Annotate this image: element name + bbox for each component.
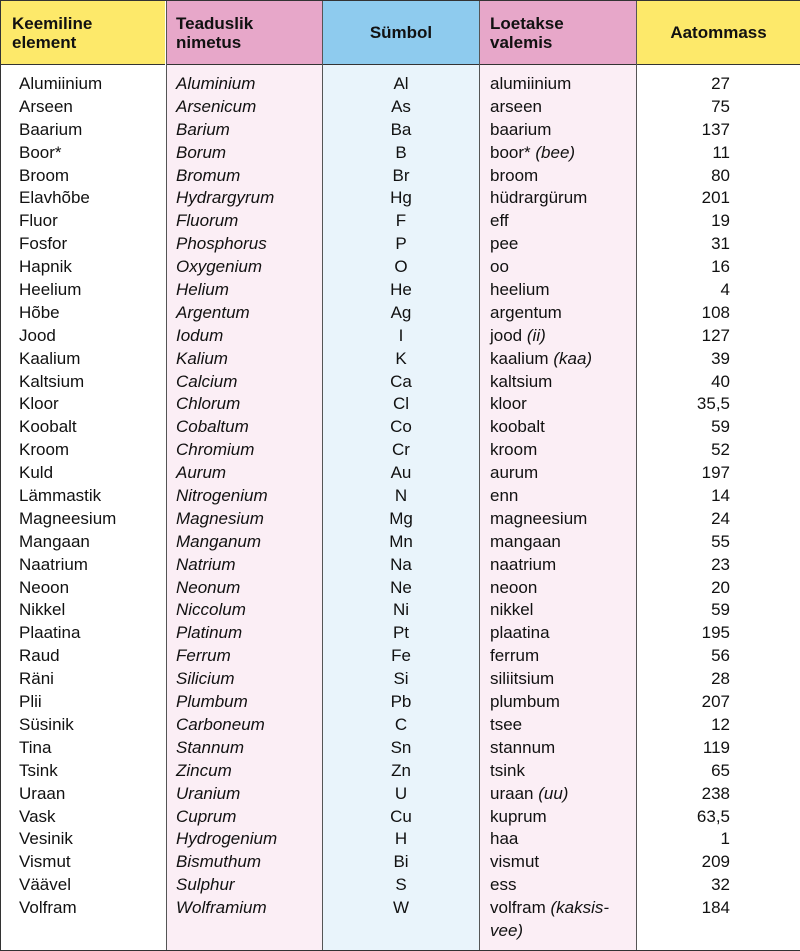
cell-reading: [480, 714, 636, 737]
cell-reading: [480, 737, 636, 760]
cell-reading: [480, 622, 636, 645]
cell-scientific: Cobaltum: [176, 417, 249, 437]
cell-element: Arseen: [19, 96, 73, 116]
column-atomic-mass: [636, 1, 800, 950]
reading-text: heelium: [490, 280, 550, 300]
reading-note: (kaksis-vee): [490, 898, 610, 940]
cell-reading: [480, 599, 636, 622]
cell-mass: 31: [711, 234, 730, 254]
cell-element: Naatrium: [19, 554, 88, 574]
reading-text: ferrum: [490, 646, 540, 666]
cell-scientific: Manganum: [176, 531, 262, 551]
cell-reading: [480, 783, 636, 806]
cell-mass: 80: [711, 165, 730, 185]
cell-symbol: Ne: [390, 577, 412, 597]
header-reading: Loetakse valemis: [480, 1, 636, 65]
reading-text: kaltsium: [490, 371, 553, 391]
reading-text: koobalt: [490, 417, 545, 437]
cell-symbol: Cr: [392, 440, 410, 460]
cell-reading: [480, 187, 636, 210]
cell-scientific: Sulphur: [176, 875, 235, 895]
cell-element: Vesinik: [19, 829, 73, 849]
reading-text: plumbum: [490, 692, 560, 712]
cell-scientific: Nitrogenium: [176, 486, 268, 506]
cell-symbol: Ba: [390, 119, 412, 139]
cell-element: Nikkel: [19, 600, 66, 620]
cell-reading: [480, 371, 636, 394]
cell-element: Magneesium: [19, 508, 117, 528]
header-element: Keemiline element: [1, 1, 165, 65]
cell-scientific: Ferrum: [176, 646, 231, 666]
reading-text: kaalium: [490, 348, 549, 368]
column-symbol: [322, 1, 479, 950]
cell-scientific: Stannum: [176, 737, 245, 757]
cell-mass: 184: [701, 898, 730, 918]
cell-element: Mangaan: [19, 531, 90, 551]
reading-text: kloor: [490, 394, 527, 414]
cell-symbol: Au: [390, 463, 412, 483]
header-atomic-mass: Aatommass: [637, 1, 800, 65]
reading-text: argentum: [490, 302, 562, 322]
cell-reading: [480, 302, 636, 325]
cell-mass: 59: [711, 417, 730, 437]
cell-reading: [480, 806, 636, 829]
cell-element: Plaatina: [19, 623, 81, 643]
cell-element: Uraan: [19, 783, 66, 803]
cell-symbol: U: [394, 783, 408, 803]
cell-mass: 75: [711, 96, 730, 116]
cell-symbol: Cl: [392, 394, 410, 414]
cell-reading: [480, 462, 636, 485]
cell-element: Kuld: [19, 463, 54, 483]
reading-text: naatrium: [490, 554, 557, 574]
cell-symbol: I: [398, 325, 404, 345]
reading-text: jood: [490, 325, 523, 345]
cell-mass: 209: [701, 852, 730, 872]
cell-mass: 19: [711, 211, 730, 231]
cell-element: Alumiinium: [19, 74, 103, 93]
cell-element: Tina: [19, 737, 52, 757]
cell-symbol: W: [392, 898, 410, 918]
cell-element: Fluor: [19, 211, 58, 231]
cell-mass: 65: [711, 760, 730, 780]
reading-text: tsee: [490, 714, 523, 734]
cell-scientific: Carboneum: [176, 714, 265, 734]
cell-scientific: Cuprum: [176, 806, 237, 826]
cell-reading: [480, 165, 636, 188]
cell-element: Kaalium: [19, 348, 81, 368]
reading-note: (uu): [538, 783, 569, 803]
cell-scientific: Chlorum: [176, 394, 241, 414]
cell-mass: 40: [711, 371, 730, 391]
cell-symbol: B: [395, 142, 407, 162]
cell-element: Hapnik: [19, 257, 72, 277]
column-reading: [479, 1, 636, 950]
cell-symbol: Hg: [390, 188, 412, 208]
cell-element: Jood: [19, 325, 56, 345]
cell-element: Elavhõbe: [19, 188, 90, 208]
cell-element: Lämmastik: [19, 486, 102, 506]
cell-mass: 20: [711, 577, 730, 597]
cell-symbol: Bi: [393, 852, 409, 872]
cell-element: Volfram: [19, 898, 77, 918]
cell-symbol: Mg: [389, 508, 413, 528]
cell-mass: 108: [701, 302, 730, 322]
cell-scientific: Kalium: [176, 348, 228, 368]
reading-text: enn: [490, 486, 519, 506]
cell-reading: [480, 416, 636, 439]
cell-mass: 32: [711, 875, 730, 895]
reading-text: magneesium: [490, 508, 588, 528]
cell-scientific: Zincum: [176, 760, 232, 780]
reading-text: mangaan: [490, 531, 561, 551]
cell-mass: 4: [720, 280, 730, 300]
cell-symbol: Pt: [392, 623, 410, 643]
cell-element: Vismut: [19, 852, 71, 872]
cell-mass: 207: [701, 692, 730, 712]
cell-mass: 35,5: [696, 394, 730, 414]
cell-scientific: Magnesium: [176, 508, 264, 528]
reading-text: arseen: [490, 96, 542, 116]
cell-symbol: Al: [393, 74, 409, 93]
cell-element: Vask: [19, 806, 56, 826]
cell-mass: 55: [711, 531, 730, 551]
reading-text: tsink: [490, 760, 525, 780]
cell-scientific: Plumbum: [176, 692, 248, 712]
reading-text: aurum: [490, 463, 539, 483]
cell-scientific: Oxygenium: [176, 257, 262, 277]
cell-element: Räni: [19, 669, 54, 689]
reading-note: (bee): [535, 142, 576, 162]
cell-reading: [480, 577, 636, 600]
cell-scientific: Arsenicum: [176, 96, 257, 116]
cell-scientific: Borum: [176, 142, 227, 162]
reading-text: nikkel: [490, 600, 534, 620]
reading-text: broom: [490, 165, 539, 185]
cell-mass: 127: [701, 325, 730, 345]
header-symbol: Sümbol: [323, 1, 479, 65]
reading-text: boor*: [490, 142, 531, 162]
cell-reading: [480, 668, 636, 691]
header-scientific-name: Teaduslik nimetus: [167, 1, 322, 65]
cell-scientific: Uranium: [176, 783, 241, 803]
cell-symbol: He: [390, 280, 412, 300]
cell-symbol: K: [395, 348, 407, 368]
cell-element: Heelium: [19, 280, 82, 300]
cell-reading: [480, 119, 636, 142]
cell-symbol: Mn: [389, 531, 413, 551]
reading-text: plaatina: [490, 623, 550, 643]
cell-element: Plii: [19, 692, 42, 712]
cell-scientific: Iodum: [176, 325, 224, 345]
cell-symbol: As: [391, 96, 411, 116]
cell-scientific: Natrium: [176, 554, 236, 574]
cell-mass: 1: [720, 829, 730, 849]
cell-mass: 14: [711, 486, 730, 506]
cell-scientific: Platinum: [176, 623, 243, 643]
cell-scientific: Bromum: [176, 165, 241, 185]
cell-mass: 24: [711, 508, 730, 528]
cell-mass: 23: [711, 554, 730, 574]
cell-reading: [480, 828, 636, 851]
cell-mass: 11: [712, 142, 730, 162]
cell-reading: [480, 348, 636, 371]
cell-scientific: Silicium: [176, 669, 235, 689]
cell-mass: 12: [711, 714, 730, 734]
cell-symbol: Sn: [390, 737, 412, 757]
cell-symbol: P: [395, 234, 407, 254]
cell-mass: 201: [701, 188, 730, 208]
cell-reading: [480, 554, 636, 577]
cell-reading: [480, 851, 636, 874]
reading-text: uraan: [490, 783, 534, 803]
cell-element: Neoon: [19, 577, 70, 597]
cell-reading: [480, 508, 636, 531]
cell-mass: 63,5: [696, 806, 730, 826]
cell-scientific: Aurum: [176, 463, 227, 483]
cell-symbol: F: [395, 211, 407, 231]
cell-mass: 119: [702, 737, 730, 757]
cell-reading: [480, 233, 636, 256]
cell-symbol: Si: [393, 669, 409, 689]
cell-scientific: Barium: [176, 119, 230, 139]
cell-element: Koobalt: [19, 417, 77, 437]
cell-element: Kloor: [19, 394, 59, 414]
cell-scientific: Fluorum: [176, 211, 239, 231]
cell-mass: 28: [711, 669, 730, 689]
cell-symbol: N: [394, 486, 408, 506]
cell-element: Raud: [19, 646, 60, 666]
cell-symbol: Ca: [390, 371, 412, 391]
cell-mass: 27: [711, 74, 730, 93]
reading-note: (kaa): [553, 348, 593, 368]
reading-text: haa: [490, 829, 519, 849]
cell-scientific: Argentum: [176, 302, 250, 322]
reading-text: baarium: [490, 119, 552, 139]
cell-symbol: Zn: [391, 760, 411, 780]
cell-element: Väävel: [19, 875, 71, 895]
cell-scientific: Hydrargyrum: [176, 188, 275, 208]
cell-mass: 137: [701, 119, 730, 139]
cell-element: Kaltsium: [19, 371, 85, 391]
cell-symbol: Ni: [392, 600, 410, 620]
reading-text: vismut: [490, 852, 540, 872]
reading-note: (ii): [526, 325, 546, 345]
cell-symbol: S: [395, 875, 407, 895]
cell-element: Kroom: [19, 440, 70, 460]
reading-text: pee: [490, 234, 519, 254]
reading-text: stannum: [490, 737, 556, 757]
cell-scientific: Wolframium: [176, 898, 267, 918]
cell-scientific: Neonum: [176, 577, 241, 597]
column-element: [1, 1, 165, 950]
reading-text: kuprum: [490, 806, 547, 826]
cell-reading: [480, 691, 636, 714]
cell-mass: 56: [711, 646, 730, 666]
cell-symbol: Pb: [390, 692, 412, 712]
cell-symbol: Fe: [391, 646, 411, 666]
cell-mass: 39: [711, 348, 730, 368]
reading-text: kroom: [490, 440, 538, 460]
cell-symbol: C: [394, 714, 408, 734]
cell-mass: 238: [701, 783, 730, 803]
cell-scientific: Helium: [176, 280, 229, 300]
cell-element: Hõbe: [19, 302, 60, 322]
cell-symbol: H: [394, 829, 408, 849]
cell-reading: [480, 897, 616, 943]
cell-reading: [480, 325, 636, 348]
cell-reading: [480, 485, 636, 508]
reading-text: eff: [490, 211, 509, 231]
cell-symbol: Cu: [390, 806, 412, 826]
cell-scientific: Phosphorus: [176, 234, 267, 254]
cell-mass: 197: [701, 463, 730, 483]
cell-reading: [480, 256, 636, 279]
column-scientific-name: [166, 1, 322, 950]
cell-element: Süsinik: [19, 714, 74, 734]
cell-reading: [480, 393, 636, 416]
cell-reading: [480, 142, 636, 165]
cell-reading: [480, 73, 636, 96]
cell-scientific: Niccolum: [176, 600, 246, 620]
cell-scientific: Bismuthum: [176, 852, 262, 872]
cell-scientific: Hydrogenium: [176, 829, 278, 849]
cell-element: Broom: [19, 165, 70, 185]
reading-text: ess: [490, 875, 517, 895]
cell-mass: 195: [701, 623, 730, 643]
cell-reading: [480, 96, 636, 119]
cell-symbol: Co: [390, 417, 412, 437]
cell-scientific: Aluminium: [176, 74, 256, 93]
cell-symbol: Br: [392, 165, 410, 185]
cell-symbol: Na: [390, 554, 412, 574]
cell-mass: 16: [711, 257, 730, 277]
cell-element: Baarium: [19, 119, 83, 139]
reading-text: volfram: [490, 898, 546, 918]
cell-scientific: Calcium: [176, 371, 238, 391]
cell-reading: [480, 874, 636, 897]
reading-text: siliitsium: [490, 669, 555, 689]
cell-mass: 59: [711, 600, 730, 620]
cell-reading: [480, 531, 636, 554]
cell-element: Tsink: [19, 760, 58, 780]
cell-reading: [480, 210, 636, 233]
cell-symbol: O: [394, 257, 408, 277]
reading-text: oo: [490, 257, 509, 277]
cell-symbol: Ag: [390, 302, 412, 322]
cell-element: Fosfor: [19, 234, 68, 254]
cell-reading: [480, 279, 636, 302]
reading-text: neoon: [490, 577, 538, 597]
cell-reading: [480, 439, 636, 462]
cell-reading: [480, 645, 636, 668]
cell-mass: 52: [711, 440, 730, 460]
reading-text: hüdrargürum: [490, 188, 588, 208]
cell-element: Boor*: [19, 142, 62, 162]
cell-scientific: Chromium: [176, 440, 255, 460]
cell-reading: [480, 760, 636, 783]
reading-text: alumiinium: [490, 74, 572, 93]
